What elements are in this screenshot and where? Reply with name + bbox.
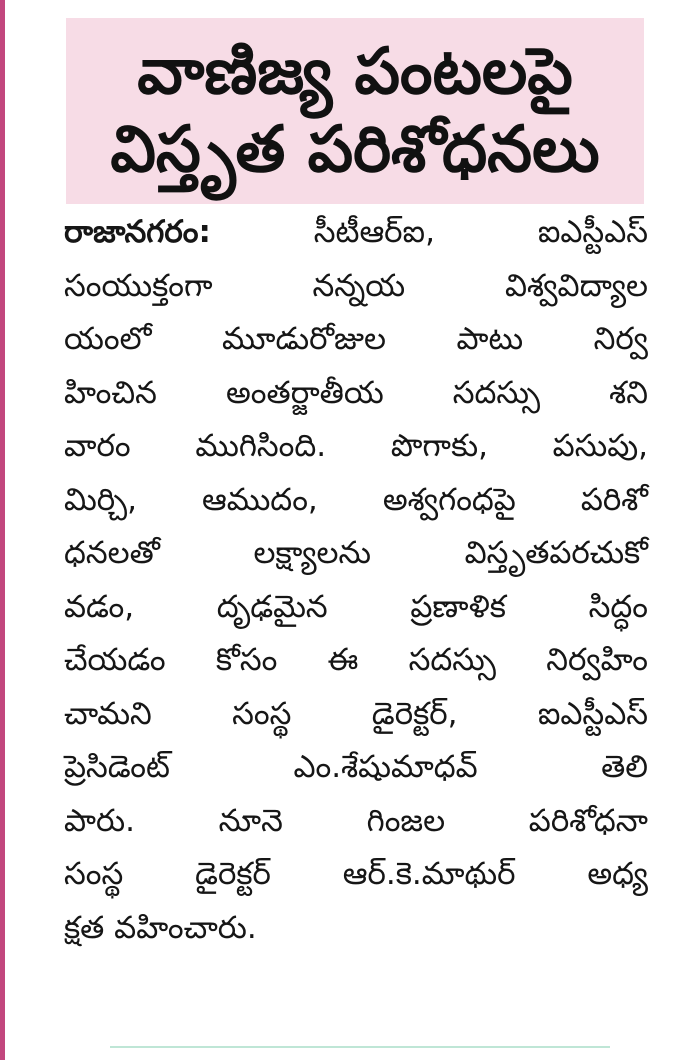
article-line [64, 206, 648, 260]
article-line: క్షత వహించారు. [64, 909, 257, 946]
headline-line-2: విస్తృత పరిశోధనలు [110, 113, 600, 187]
article-line: ప్రెసిడెంట్ ఎం.శేషుమాధవ్ తెలి [64, 749, 648, 785]
article-line: పారు. నూనె గింజల పరిశోధనా [64, 802, 648, 839]
article-line: చేయడం కోసం ఈ సదస్సు నిర్వహిం [64, 642, 648, 678]
article-line: మిర్చి, ఆముదం, అశ్వగంధపై పరిశో [64, 481, 648, 518]
article-line: సంస్థ డైరెక్టర్ ఆర్.కె.మాథుర్ అధ్య [64, 856, 648, 892]
article-body [64, 206, 648, 955]
article-line: వారం ముగిసింది. పొగాకు, పసుపు, [64, 428, 648, 464]
article-line: వడం, దృఢమైన ప్రణాళిక సిద్ధం [64, 588, 648, 625]
left-border-rule [0, 0, 5, 1060]
previous-article-fragment [330, 0, 460, 6]
article-line: హించిన అంతర్జాతీయ సదస్సు శని [64, 374, 648, 411]
headline-line-1: వాణిజ్య పంటలపై [137, 35, 573, 109]
article-line: సంయుక్తంగా నన్నయ విశ్వవిద్యాల [64, 267, 648, 304]
bottom-divider [110, 1046, 610, 1054]
article-line: చామని సంస్థ డైరెక్టర్, ఐఎస్టీఎస్ [64, 695, 648, 732]
article-line: ధనలతో లక్ష్యాలను విస్తృతపరచుకో [64, 535, 648, 571]
article-line-text: సీటీఆర్ఐ, ఐఎస్టీఎస్ [210, 214, 648, 250]
article-line: యంలో మూడురోజుల పాటు నిర్వ [64, 321, 648, 357]
headline-box [66, 18, 644, 204]
dateline: రాజానగరం: [64, 214, 211, 250]
